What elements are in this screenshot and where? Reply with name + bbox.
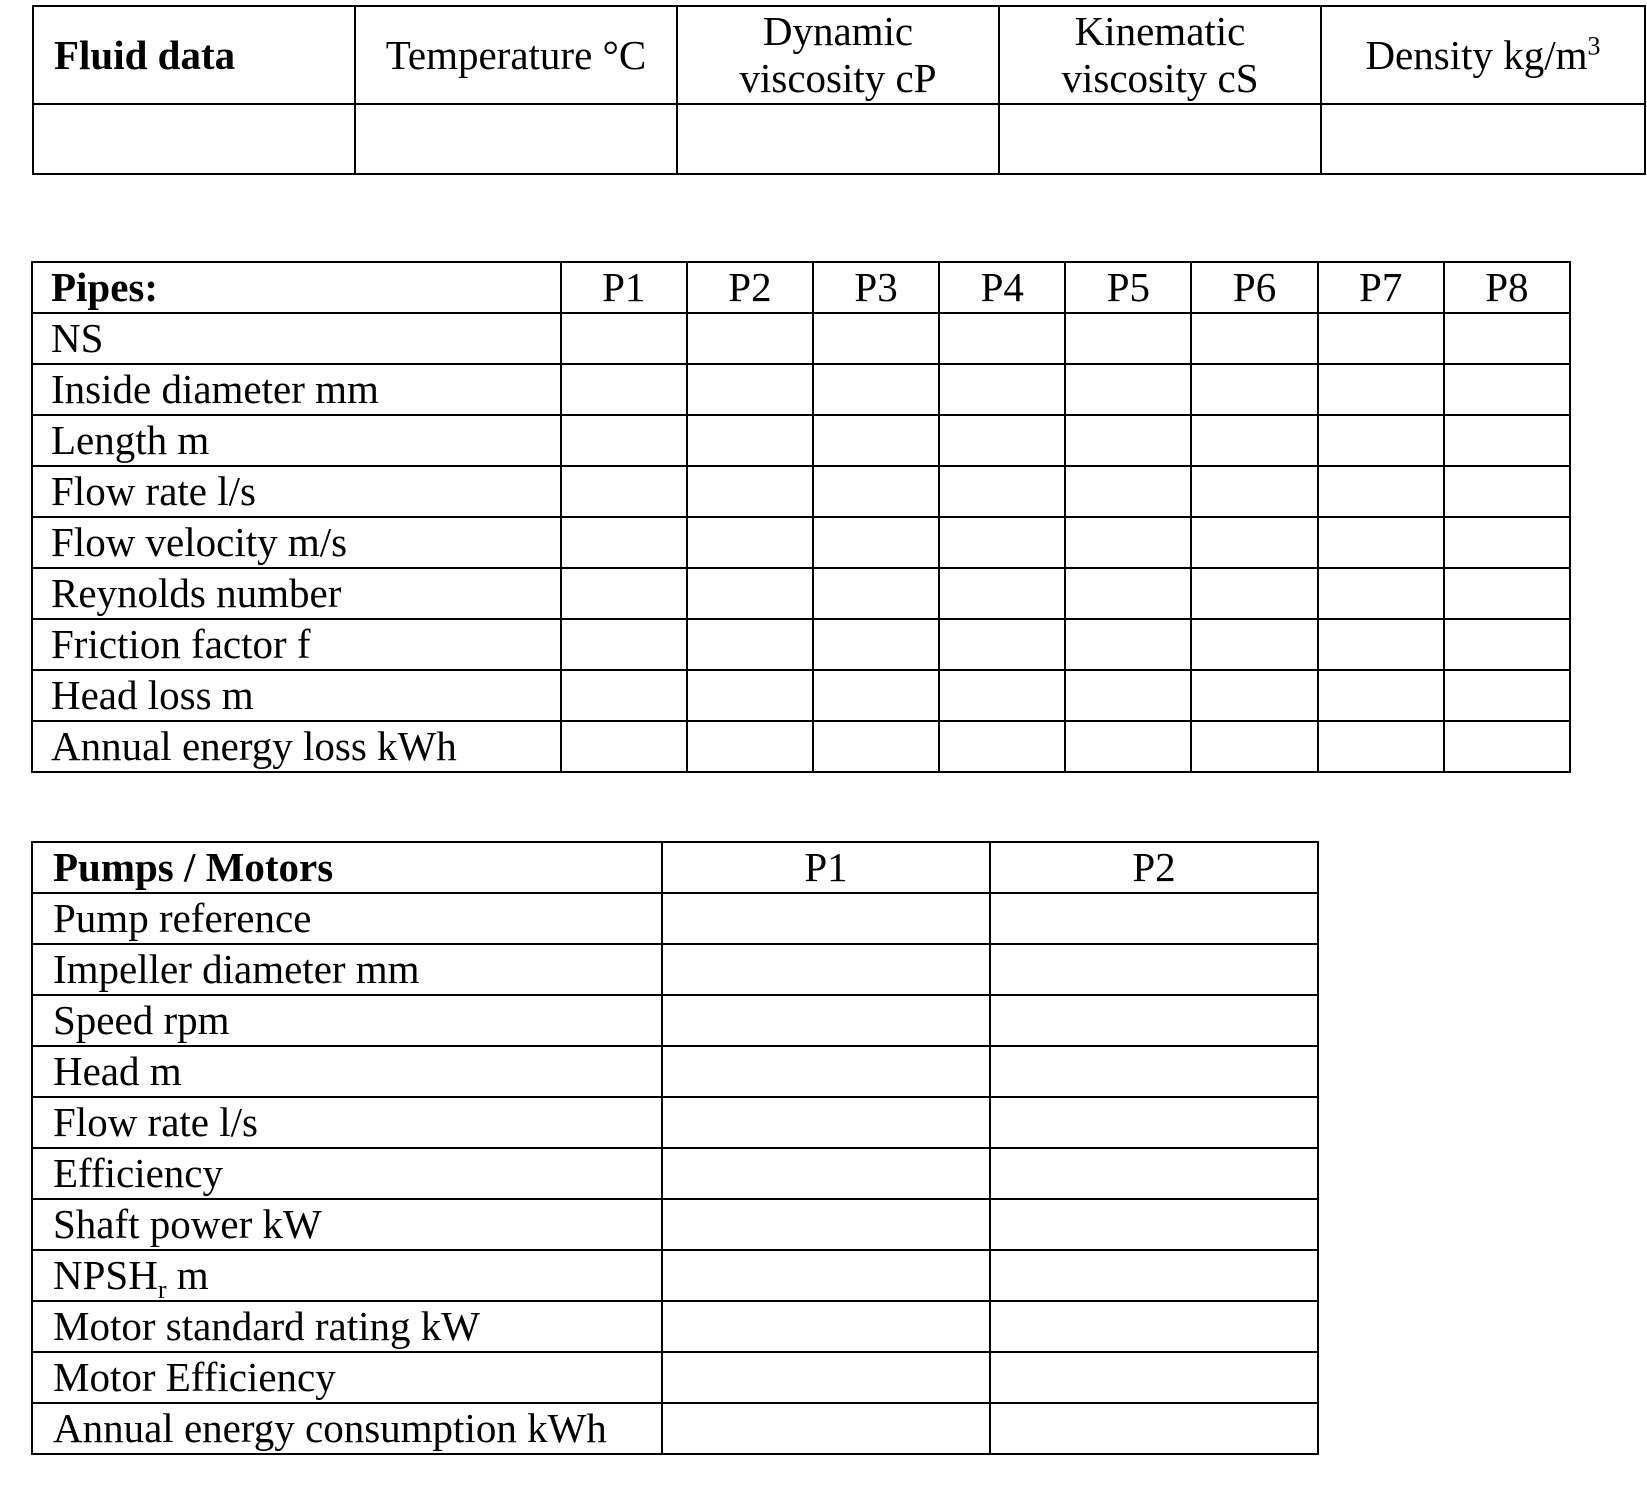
pipes-cell-p3[interactable] xyxy=(813,568,939,619)
pumps-cell-p1[interactable] xyxy=(662,1148,990,1199)
pipes-cell-p6[interactable] xyxy=(1191,619,1317,670)
pumps-motors-table xyxy=(31,841,1319,1455)
fluid-data-value-row xyxy=(33,104,1645,174)
pipes-cell-p4[interactable] xyxy=(939,313,1065,364)
pumps-row-label-efficiency: Efficiency xyxy=(32,1148,662,1199)
pipes-cell-p7[interactable] xyxy=(1318,568,1444,619)
pumps-row-label-motor-efficiency: Motor Efficiency xyxy=(32,1352,662,1403)
pipes-cell-p3[interactable] xyxy=(813,466,939,517)
pipes-column-header-p7: P7 xyxy=(1318,262,1444,313)
pipes-cell-p8[interactable] xyxy=(1444,721,1570,772)
pipes-column-header-p8: P8 xyxy=(1444,262,1570,313)
pipes-row-label-head-loss-m: Head loss m xyxy=(32,670,561,721)
kinematic-viscosity-line-1: Kinematic xyxy=(1074,8,1246,54)
pumps-cell-p2[interactable] xyxy=(990,1301,1318,1352)
pipes-cell-p8[interactable] xyxy=(1444,364,1570,415)
pipes-cell-p4[interactable] xyxy=(939,721,1065,772)
pipes-cell-p6[interactable] xyxy=(1191,364,1317,415)
pipes-row-label-length-m: Length m xyxy=(32,415,561,466)
pipes-cell-p1[interactable] xyxy=(561,568,687,619)
kinematic-viscosity-cell[interactable] xyxy=(999,104,1321,174)
pipes-cell-p4[interactable] xyxy=(939,364,1065,415)
table-row xyxy=(32,619,1570,670)
pipes-cell-p7[interactable] xyxy=(1318,466,1444,517)
pipes-cell-p2[interactable] xyxy=(687,364,813,415)
pumps-cell-p1[interactable] xyxy=(662,1250,990,1301)
fluid-data-title: Fluid data xyxy=(33,6,355,104)
fluid-data-cell[interactable] xyxy=(33,104,355,174)
pipes-cell-p5[interactable] xyxy=(1065,517,1191,568)
pipes-cell-p1[interactable] xyxy=(561,415,687,466)
pipes-cell-p5[interactable] xyxy=(1065,568,1191,619)
temperature-header: Temperature °C xyxy=(355,6,677,104)
table-row xyxy=(32,1046,1318,1097)
pipes-cell-p7[interactable] xyxy=(1318,670,1444,721)
pumps-cell-p2[interactable] xyxy=(990,1250,1318,1301)
pipes-cell-p2[interactable] xyxy=(687,670,813,721)
pipes-cell-p3[interactable] xyxy=(813,721,939,772)
pipes-cell-p8[interactable] xyxy=(1444,415,1570,466)
pipes-row-label-inside-diameter-mm: Inside diameter mm xyxy=(32,364,561,415)
kinematic-viscosity-header xyxy=(999,6,1321,104)
pipes-cell-p5[interactable] xyxy=(1065,466,1191,517)
pipes-row-label-annual-energy-loss-kwh: Annual energy loss kWh xyxy=(32,721,561,772)
temperature-cell[interactable] xyxy=(355,104,677,174)
pumps-cell-p1[interactable] xyxy=(662,1403,990,1454)
pipes-cell-p6[interactable] xyxy=(1191,466,1317,517)
pumps-title: Pumps / Motors xyxy=(32,842,662,893)
table-row xyxy=(32,517,1570,568)
pumps-cell-p1[interactable] xyxy=(662,1301,990,1352)
pipes-column-header-p3: P3 xyxy=(813,262,939,313)
pumps-cell-p1[interactable] xyxy=(662,893,990,944)
pipes-cell-p3[interactable] xyxy=(813,619,939,670)
pipes-cell-p3[interactable] xyxy=(813,364,939,415)
pipes-cell-p8[interactable] xyxy=(1444,568,1570,619)
pipes-cell-p8[interactable] xyxy=(1444,466,1570,517)
pumps-row-label-pump-reference: Pump reference xyxy=(32,893,662,944)
table-row xyxy=(32,1199,1318,1250)
pipes-cell-p6[interactable] xyxy=(1191,415,1317,466)
density-exponent: 3 xyxy=(1587,30,1601,60)
pumps-cell-p2[interactable] xyxy=(990,1352,1318,1403)
pumps-cell-p2[interactable] xyxy=(990,1046,1318,1097)
dynamic-viscosity-header xyxy=(677,6,999,104)
pumps-cell-p2[interactable] xyxy=(990,1148,1318,1199)
pipes-column-header-p2: P2 xyxy=(687,262,813,313)
pipes-cell-p4[interactable] xyxy=(939,670,1065,721)
density-cell[interactable] xyxy=(1321,104,1645,174)
pipes-cell-p6[interactable] xyxy=(1191,517,1317,568)
table-row xyxy=(32,313,1570,364)
pipes-column-header-p4: P4 xyxy=(939,262,1065,313)
table-row xyxy=(32,466,1570,517)
pipes-cell-p2[interactable] xyxy=(687,619,813,670)
pipes-cell-p5[interactable] xyxy=(1065,670,1191,721)
pipes-cell-p7[interactable] xyxy=(1318,517,1444,568)
pipes-cell-p1[interactable] xyxy=(561,313,687,364)
pipes-cell-p2[interactable] xyxy=(687,517,813,568)
pipes-row-label-flow-rate-l-s: Flow rate l/s xyxy=(32,466,561,517)
table-row xyxy=(32,1250,1318,1301)
pipes-cell-p7[interactable] xyxy=(1318,313,1444,364)
pipes-cell-p8[interactable] xyxy=(1444,517,1570,568)
pipes-cell-p7[interactable] xyxy=(1318,364,1444,415)
fluid-data-table xyxy=(32,5,1646,175)
pumps-cell-p2[interactable] xyxy=(990,1403,1318,1454)
pipes-row-label-reynolds-number: Reynolds number xyxy=(32,568,561,619)
table-row xyxy=(32,364,1570,415)
pumps-row-label-shaft-power-kw: Shaft power kW xyxy=(32,1199,662,1250)
pipes-row-label-ns: NS xyxy=(32,313,561,364)
table-row xyxy=(32,995,1318,1046)
pumps-cell-p2[interactable] xyxy=(990,944,1318,995)
pipes-cell-p4[interactable] xyxy=(939,568,1065,619)
pipes-column-header-p5: P5 xyxy=(1065,262,1191,313)
pumps-cell-p2[interactable] xyxy=(990,1097,1318,1148)
table-row xyxy=(32,944,1318,995)
pipes-cell-p3[interactable] xyxy=(813,670,939,721)
pipes-cell-p8[interactable] xyxy=(1444,313,1570,364)
pumps-cell-p1[interactable] xyxy=(662,944,990,995)
pipes-cell-p4[interactable] xyxy=(939,517,1065,568)
pumps-row-label-motor-standard-rating-kw: Motor standard rating kW xyxy=(32,1301,662,1352)
pipes-cell-p1[interactable] xyxy=(561,619,687,670)
pumps-cell-p1[interactable] xyxy=(662,1352,990,1403)
table-row xyxy=(32,893,1318,944)
pipes-cell-p1[interactable] xyxy=(561,517,687,568)
npsh-label: NPSH xyxy=(53,1252,158,1298)
pumps-row-label-speed-rpm: Speed rpm xyxy=(32,995,662,1046)
pipes-cell-p2[interactable] xyxy=(687,415,813,466)
table-row xyxy=(32,721,1570,772)
dynamic-viscosity-cell[interactable] xyxy=(677,104,999,174)
pumps-row-label-flow-rate-l-s: Flow rate l/s xyxy=(32,1097,662,1148)
pipes-cell-p5[interactable] xyxy=(1065,721,1191,772)
pumps-row-label-impeller-diameter-mm: Impeller diameter mm xyxy=(32,944,662,995)
pipes-cell-p6[interactable] xyxy=(1191,721,1317,772)
table-row xyxy=(32,670,1570,721)
table-row xyxy=(32,1403,1318,1454)
pumps-column-header-p2: P2 xyxy=(990,842,1318,893)
pumps-row-label-npsh xyxy=(32,1250,662,1301)
pumps-row-label-head-m: Head m xyxy=(32,1046,662,1097)
pumps-cell-p1[interactable] xyxy=(662,1097,990,1148)
pumps-cell-p1[interactable] xyxy=(662,1199,990,1250)
pipes-title: Pipes: xyxy=(32,262,561,313)
pumps-cell-p2[interactable] xyxy=(990,995,1318,1046)
pipes-cell-p3[interactable] xyxy=(813,415,939,466)
density-label: Density kg/m xyxy=(1365,31,1588,78)
npsh-unit: m xyxy=(166,1252,209,1298)
pipes-cell-p2[interactable] xyxy=(687,313,813,364)
pipes-row-label-friction-factor-f: Friction factor f xyxy=(32,619,561,670)
pipes-cell-p1[interactable] xyxy=(561,466,687,517)
pipes-cell-p7[interactable] xyxy=(1318,721,1444,772)
pipes-cell-p2[interactable] xyxy=(687,721,813,772)
density-header xyxy=(1321,6,1645,104)
fluid-data-header-row xyxy=(33,6,1645,104)
pipes-column-header-p6: P6 xyxy=(1191,262,1317,313)
pipes-column-header-p1: P1 xyxy=(561,262,687,313)
pipes-cell-p6[interactable] xyxy=(1191,313,1317,364)
pipes-row-label-flow-velocity-m-s: Flow velocity m/s xyxy=(32,517,561,568)
table-row xyxy=(32,1097,1318,1148)
pipes-cell-p7[interactable] xyxy=(1318,415,1444,466)
dynamic-viscosity-line-2: viscosity cP xyxy=(739,55,937,101)
table-row xyxy=(32,415,1570,466)
pumps-header-row xyxy=(32,842,1318,893)
table-row xyxy=(32,1352,1318,1403)
pipes-header-row xyxy=(32,262,1570,313)
pipes-cell-p6[interactable] xyxy=(1191,568,1317,619)
pipes-cell-p3[interactable] xyxy=(813,313,939,364)
table-row xyxy=(32,1301,1318,1352)
pipes-cell-p2[interactable] xyxy=(687,466,813,517)
pipes-cell-p6[interactable] xyxy=(1191,670,1317,721)
pipes-cell-p5[interactable] xyxy=(1065,619,1191,670)
pumps-row-label-annual-energy-consumption-kwh: Annual energy consumption kWh xyxy=(32,1403,662,1454)
pipes-cell-p1[interactable] xyxy=(561,364,687,415)
pipes-cell-p4[interactable] xyxy=(939,466,1065,517)
pipes-cell-p4[interactable] xyxy=(939,415,1065,466)
pumps-cell-p1[interactable] xyxy=(662,1046,990,1097)
npsh-subscript: r xyxy=(157,1275,167,1301)
pumps-cell-p1[interactable] xyxy=(662,995,990,1046)
pipes-cell-p5[interactable] xyxy=(1065,364,1191,415)
kinematic-viscosity-line-2: viscosity cS xyxy=(1061,55,1259,101)
pumps-cell-p2[interactable] xyxy=(990,893,1318,944)
pipes-cell-p1[interactable] xyxy=(561,670,687,721)
pipes-cell-p3[interactable] xyxy=(813,517,939,568)
pipes-cell-p5[interactable] xyxy=(1065,415,1191,466)
dynamic-viscosity-line-1: Dynamic xyxy=(762,8,914,54)
table-row xyxy=(32,568,1570,619)
pipes-table xyxy=(31,261,1571,773)
pipes-cell-p2[interactable] xyxy=(687,568,813,619)
pipes-cell-p8[interactable] xyxy=(1444,670,1570,721)
pumps-cell-p2[interactable] xyxy=(990,1199,1318,1250)
pipes-cell-p8[interactable] xyxy=(1444,619,1570,670)
pumps-column-header-p1: P1 xyxy=(662,842,990,893)
pipes-cell-p5[interactable] xyxy=(1065,313,1191,364)
table-row xyxy=(32,1148,1318,1199)
pipes-cell-p1[interactable] xyxy=(561,721,687,772)
pipes-cell-p7[interactable] xyxy=(1318,619,1444,670)
pipes-cell-p4[interactable] xyxy=(939,619,1065,670)
